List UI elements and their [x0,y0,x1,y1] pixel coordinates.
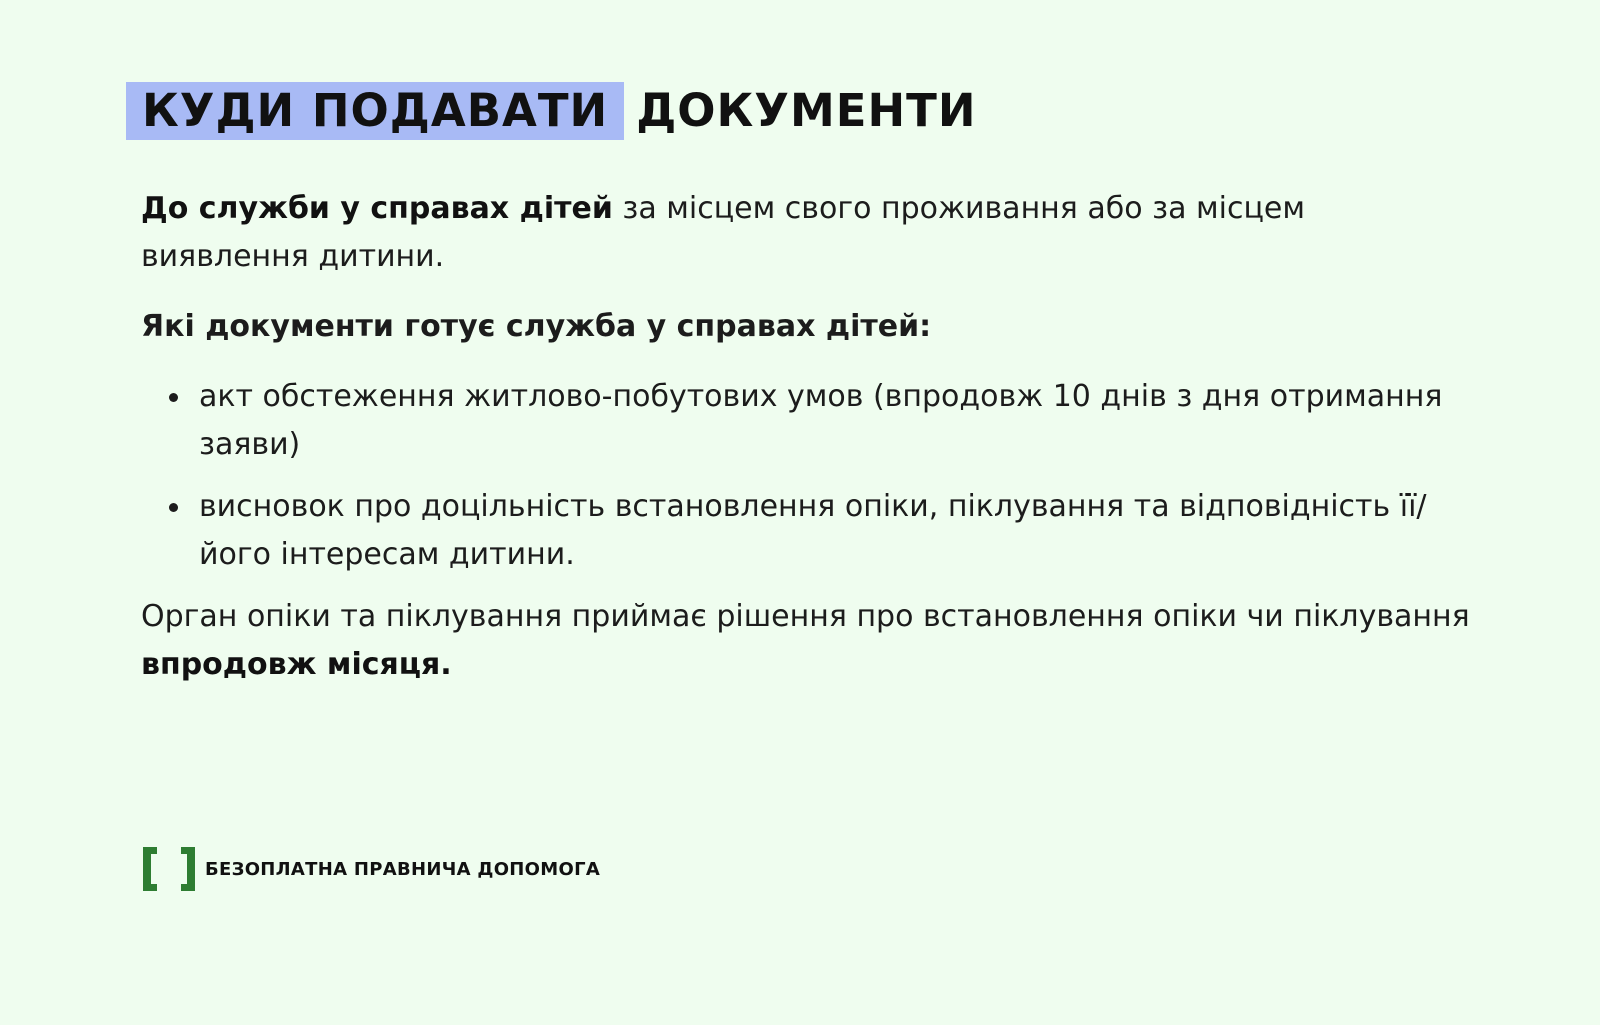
bullet-dot-icon [169,503,178,512]
paragraph-decision [141,593,1471,689]
bullet-dot-icon [169,393,178,402]
main-content [141,185,1471,689]
paragraph-text: за місцем свого проживання або за місцем виявлення дитини. [141,191,1305,274]
documents-subheading: Які документи готує служба у справах дітей: [141,309,932,344]
title-rest: ДОКУМЕНТИ [636,84,977,137]
title-highlighted: КУДИ ПОДАВАТИ [126,82,624,140]
bracket-logo-icon [143,847,195,891]
paragraph-text: Орган опіки та піклування приймає рішення про встановлення опіки чи піклування [141,599,1470,634]
list-item [141,373,1471,469]
list-item-text: акт обстеження житлово-побутових умов (впродовж 10 днів з дня отримання заяви) [199,379,1443,462]
organization-name: БЕЗОПЛАТНА ПРАВНИЧА ДОПОМОГА [205,858,601,880]
list-item-text: висновок про доцільність встановлення опіки, піклування та відповідність її/його інтересам дитини. [199,489,1427,572]
page-title [126,82,977,140]
footer-brand [143,847,600,891]
paragraph-bold-lead: До служби у справах дітей [141,191,613,226]
documents-list [141,373,1471,579]
paragraph-bold-tail: впродовж місяця. [141,647,452,682]
list-item [141,483,1471,579]
paragraph-where-to-submit [141,185,1471,281]
